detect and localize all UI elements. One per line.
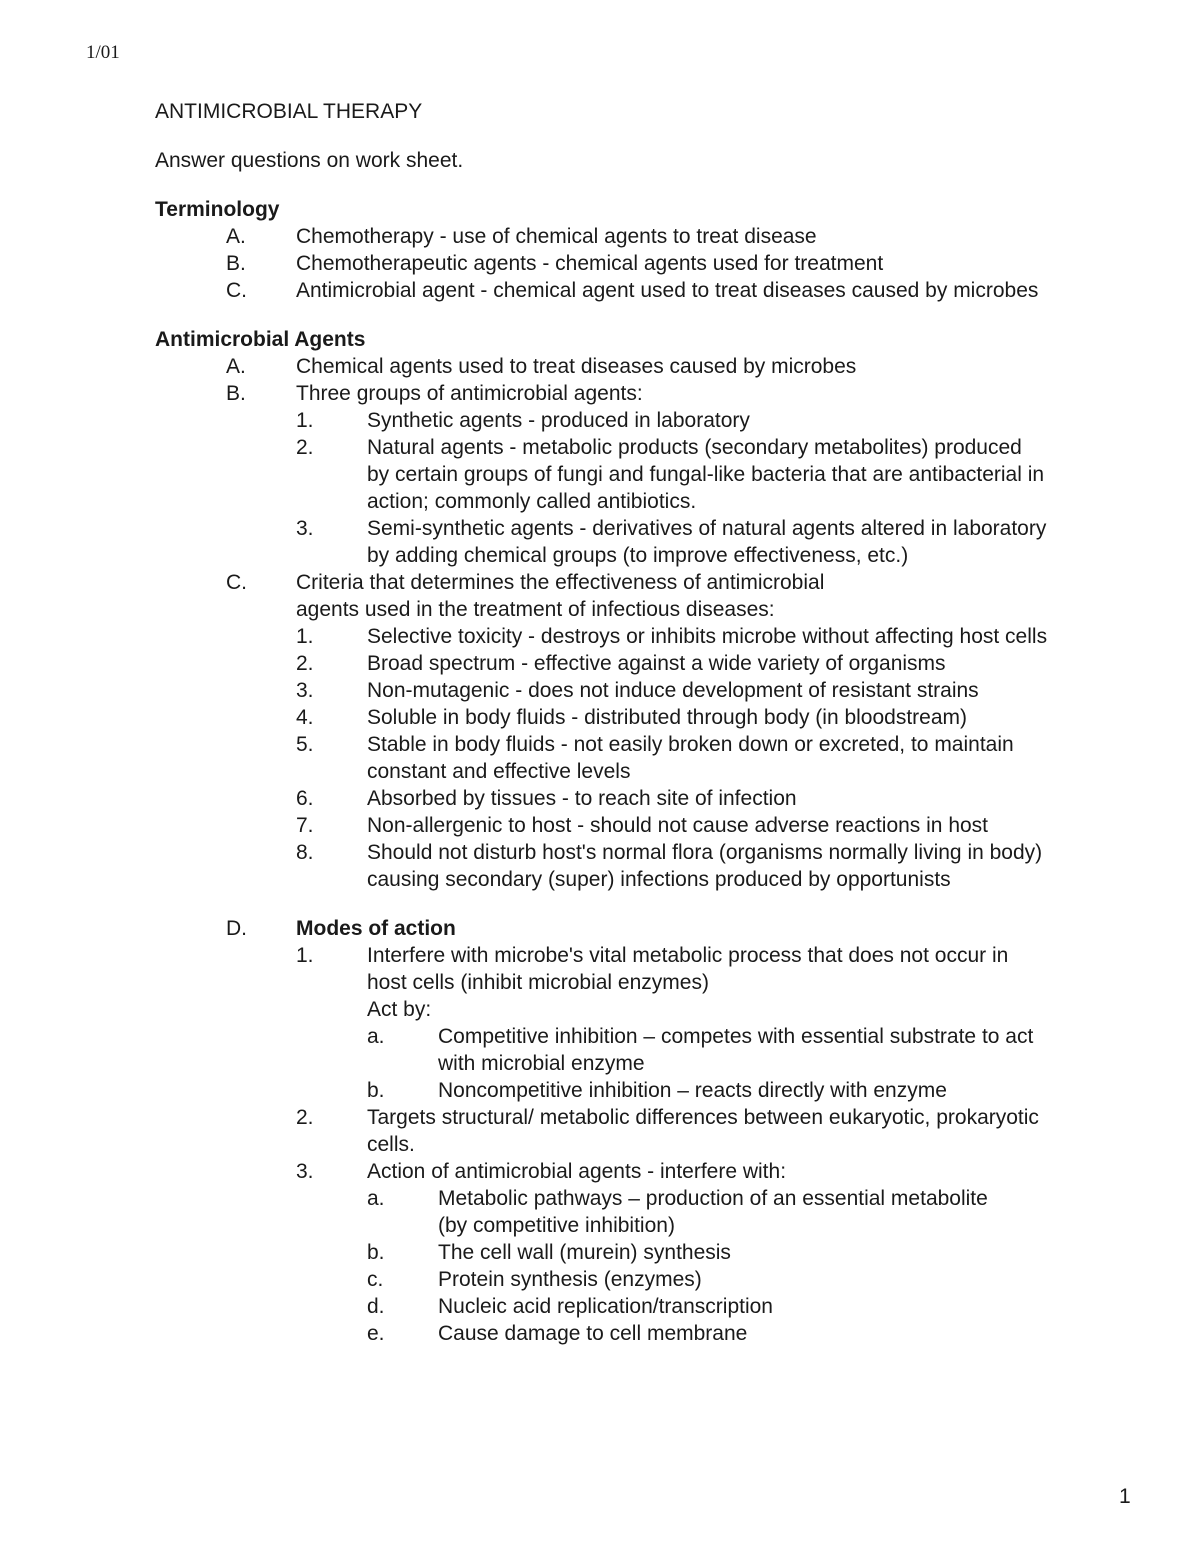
list-item: A. Chemical agents used to treat diseases caused by microbes xyxy=(226,355,857,378)
list-item: e. Cause damage to cell membrane xyxy=(367,1322,748,1345)
list-item-continuation: cells. xyxy=(367,1133,415,1156)
list-item: B. Three groups of antimicrobial agents: xyxy=(226,382,643,405)
document-body xyxy=(155,98,1155,1347)
list-item: a. Metabolic pathways – production of an essential metabolite xyxy=(367,1187,988,1210)
page-number: 1 xyxy=(1119,1485,1131,1508)
list-item: 1. Interfere with microbe's vital metabolic process that does not occur in xyxy=(296,944,1009,967)
list-item: 6. Absorbed by tissues - to reach site of infection xyxy=(296,787,797,810)
list-item: 1. Synthetic agents - produced in laboratory xyxy=(296,409,750,432)
list-item: B. Chemotherapeutic agents - chemical agents used for treatment xyxy=(226,252,884,275)
list-item-continuation: (by competitive inhibition) xyxy=(438,1214,675,1237)
list-item: 8. Should not disturb host's normal flora (organisms normally living in body) xyxy=(296,841,1043,864)
list-item: A. Chemotherapy - use of chemical agents to treat disease xyxy=(226,225,817,248)
list-item-continuation: constant and effective levels xyxy=(367,760,631,783)
list-item-continuation: by adding chemical groups (to improve effectiveness, etc.) xyxy=(367,544,909,567)
list-item: c. Protein synthesis (enzymes) xyxy=(367,1268,702,1291)
list-item: 4. Soluble in body fluids - distributed through body (in bloodstream) xyxy=(296,706,968,729)
list-item-continuation: with microbial enzyme xyxy=(438,1052,645,1075)
list-item: 2. Targets structural/ metabolic differences between eukaryotic, prokaryotic xyxy=(296,1106,1039,1129)
list-item-continuation: agents used in the treatment of infectious diseases: xyxy=(296,598,775,621)
list-item: C. Criteria that determines the effectiveness of antimicrobial xyxy=(226,571,825,594)
date-stamp: 1/01 xyxy=(86,42,120,63)
list-item-continuation: host cells (inhibit microbial enzymes) xyxy=(367,971,709,994)
list-item: 3. Action of antimicrobial agents - interfere with: xyxy=(296,1160,787,1183)
list-item: 2. Broad spectrum - effective against a wide variety of organisms xyxy=(296,652,946,675)
list-item: 1. Selective toxicity - destroys or inhibits microbe without affecting host cells xyxy=(296,625,1048,648)
subsection-heading-modes-of-action: D. Modes of action xyxy=(226,917,456,940)
list-item: d. Nucleic acid replication/transcription xyxy=(367,1295,773,1318)
list-item-continuation: action; commonly called antibiotics. xyxy=(367,490,697,513)
list-item: C. Antimicrobial agent - chemical agent used to treat diseases caused by microbes xyxy=(226,279,1039,302)
list-item: b. The cell wall (murein) synthesis xyxy=(367,1241,731,1264)
instruction-text: Answer questions on work sheet. xyxy=(155,149,464,172)
list-item: 7. Non-allergenic to host - should not cause adverse reactions in host xyxy=(296,814,989,837)
list-item: 3. Non-mutagenic - does not induce development of resistant strains xyxy=(296,679,979,702)
list-item: 3. Semi-synthetic agents - derivatives of natural agents altered in laboratory xyxy=(296,517,1047,540)
list-item-continuation: Act by: xyxy=(367,998,432,1021)
list-item: b. Noncompetitive inhibition – reacts directly with enzyme xyxy=(367,1079,947,1102)
list-item-continuation: causing secondary (super) infections produced by opportunists xyxy=(367,868,951,891)
document-title: ANTIMICROBIAL THERAPY xyxy=(155,100,423,123)
list-item-continuation: by certain groups of fungi and fungal-like bacteria that are antibacterial in xyxy=(367,463,1045,486)
section-heading-antimicrobial-agents: Antimicrobial Agents xyxy=(155,328,366,351)
section-heading-terminology: Terminology xyxy=(155,198,280,221)
list-item: 2. Natural agents - metabolic products (secondary metabolites) produced xyxy=(296,436,1022,459)
list-item: 5. Stable in body fluids - not easily broken down or excreted, to maintain xyxy=(296,733,1014,756)
list-item: a. Competitive inhibition – competes with essential substrate to act xyxy=(367,1025,1034,1048)
